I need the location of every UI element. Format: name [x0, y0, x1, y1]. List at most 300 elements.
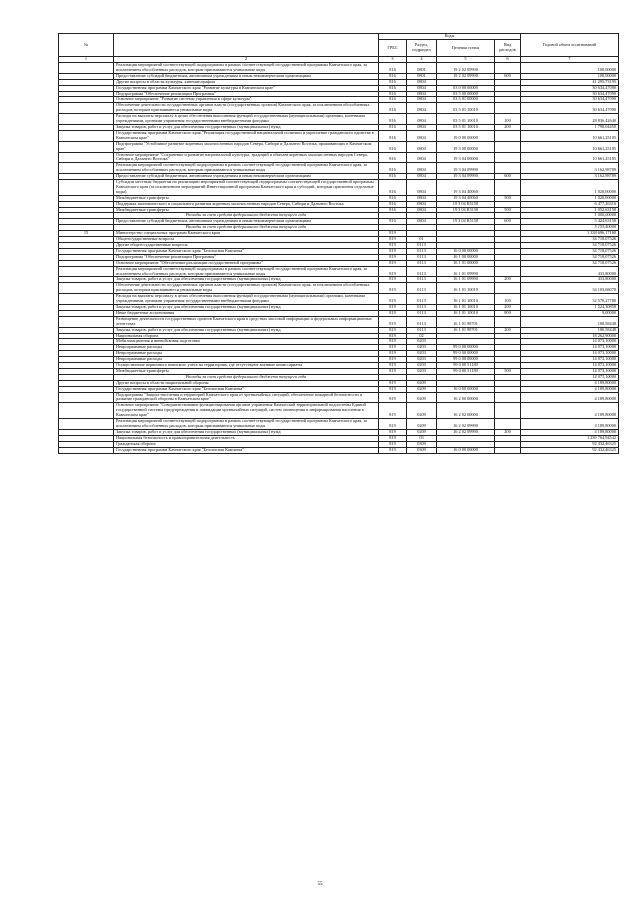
row-amount: 34 718,07526 [521, 254, 619, 260]
row-name: Субсидии местным бюджетам на реализацию мероприятий соответствующей подпрограммы соответствующей государственной программы Камчатского края (за исключением мероприятий Инвестиционной программы Камчатского края и субсидий, которым присвоены отдельные коды) [114, 180, 379, 196]
row-amount: 100,00000 [521, 73, 619, 79]
row-section: 0113 [407, 283, 437, 294]
row-amount: 100,00000 [521, 63, 619, 74]
row-target: 16 1 00 00000 [437, 254, 495, 260]
row-target: 19 3 04 R5150 [437, 219, 495, 225]
row-section: 0804 [407, 141, 437, 152]
row-amount: 30 634,47090 [521, 97, 619, 103]
row-name: Закупка товаров, работ и услуг для обеспечения государственных (муниципальных) нужд [114, 277, 379, 283]
row-name: Государственная программа Камчатского края "Безопасная Камчатка" [114, 447, 379, 453]
row-amount: 34 718,07526 [521, 243, 619, 249]
row-exptype: 500 [495, 207, 521, 213]
row-target: 19 3 04 40060 [437, 195, 495, 201]
row-amount: 1 524,30858 [521, 304, 619, 310]
table-header [59, 34, 619, 63]
row-amount: 14 073,10000 [521, 345, 619, 351]
row-section: 0113 [407, 266, 437, 277]
row-target: 03 5 01 10010 [437, 114, 495, 125]
row-number: 15 [59, 231, 114, 237]
row-name: Реализация мероприятий соответствующей подпрограммы в рамках соответствующей государственной программы Камчатского края, за исключением обособленных расходов, которым присваиваются уникальные коды [114, 63, 379, 74]
row-name: Закупка товаров, работ и услуг для обеспечения государственных (муниципальных) нужд [114, 124, 379, 130]
row-number [59, 294, 114, 305]
row-number [59, 392, 114, 403]
row-amount: 1 000,00000 [521, 213, 619, 219]
row-grbs: 816 [379, 201, 407, 207]
row-section: 0804 [407, 103, 437, 114]
row-name: Закупка товаров, работ и услуг для обеспечения государственных (муниципальных) нужд [114, 304, 379, 310]
row-target: 99 0 00 00000 [437, 357, 495, 363]
row-name: Расходы за счет средств федерального бюджета текущего года [114, 374, 379, 380]
row-name: Государственная программа Камчатского края "Безопасная Камчатка" [114, 386, 379, 392]
row-section: 0804 [407, 180, 437, 196]
row-number [59, 103, 114, 114]
row-grbs: 816 [379, 91, 407, 97]
row-section: 0804 [407, 207, 437, 213]
row-amount: 180,58448 [521, 327, 619, 333]
row-section: 0113 [407, 316, 437, 327]
row-section: 0113 [407, 304, 437, 310]
row-grbs: 819 [379, 260, 407, 266]
header-grbs: ГРБС [379, 40, 407, 57]
row-name: Расходы за счет средств федерального бюджета текущего года [114, 213, 379, 219]
row-grbs: 819 [379, 327, 407, 333]
row-target: 03 5 00 00000 [437, 91, 495, 97]
row-name: Гражданская оборона [114, 441, 379, 447]
row-section: 0113 [407, 327, 437, 333]
row-number [59, 163, 114, 174]
row-target: 16 1 01 10010 [437, 283, 495, 294]
row-amount: 10 661,25105 [521, 141, 619, 152]
row-section: 0113 [407, 243, 437, 249]
row-exptype: 600 [495, 73, 521, 79]
row-amount: 1 020,00000 [521, 180, 619, 196]
table-row [59, 447, 619, 453]
row-grbs: 819 [379, 351, 407, 357]
colnum-2: 2 [114, 57, 379, 63]
row-number [59, 130, 114, 141]
row-amount: 433,80000 [521, 277, 619, 283]
row-grbs: 819 [379, 294, 407, 305]
row-section: 0209 [407, 403, 437, 419]
page-number: 55 [317, 882, 323, 887]
row-number [59, 180, 114, 196]
row-section: 0203 [407, 368, 437, 374]
row-grbs: 816 [379, 103, 407, 114]
row-section: 0801 [407, 73, 437, 79]
row-section: 0804 [407, 114, 437, 125]
row-name: Межбюджетные трансферты [114, 207, 379, 213]
row-section: 0209 [407, 386, 437, 392]
row-amount: 14 073,10000 [521, 339, 619, 345]
row-exptype [495, 419, 521, 430]
row-amount: 4 189,80000 [521, 403, 619, 419]
row-name: Непрограммные расходы [114, 351, 379, 357]
row-grbs: 819 [379, 254, 407, 260]
row-section: 0804 [407, 97, 437, 103]
row-name: Другие вопросы в области национальной обороны [114, 380, 379, 386]
table-row [59, 403, 619, 419]
table-row [59, 392, 619, 403]
row-name: Подпрограмма "Устойчивое развитие коренных малочисленных народов Севера, Сибири и Дальнего Востока, проживающих в Камчатском крае" [114, 141, 379, 152]
row-section: 0203 [407, 339, 437, 345]
row-target: 16 2 02 09990 [437, 429, 495, 435]
row-target: 16 1 01 98701 [437, 327, 495, 333]
row-section: 0209 [407, 429, 437, 435]
row-grbs: 816 [379, 63, 407, 74]
row-grbs: 816 [379, 163, 407, 174]
row-name: Непрограммные расходы [114, 345, 379, 351]
row-grbs: 816 [379, 124, 407, 130]
row-grbs: 816 [379, 79, 407, 85]
row-grbs: 819 [379, 368, 407, 374]
row-exptype: 200 [495, 327, 521, 333]
row-name: Размещение деятельности государственных органов Камчатского края в средствах массовой информации и федеральных информационных агентствах [114, 316, 379, 327]
row-target: 16 1 01 09990 [437, 277, 495, 283]
row-name: Закупка товаров, работ и услуг для обеспечения государственных (муниципальных) нужд [114, 327, 379, 333]
header-no: № [59, 34, 114, 57]
row-section: 0804 [407, 91, 437, 97]
row-number [59, 447, 114, 453]
row-amount: 34 103,68078 [521, 283, 619, 294]
header-codes: Коды [379, 34, 521, 40]
row-target: 19 3 04 09990 [437, 163, 495, 174]
row-section: 03 [407, 435, 437, 441]
row-section: 0209 [407, 419, 437, 430]
row-target: 16 2 00 00000 [437, 392, 495, 403]
table-row [59, 283, 619, 294]
row-target: 19 3 04 09990 [437, 174, 495, 180]
row-grbs: 816 [379, 219, 407, 225]
row-section: 01 [407, 237, 437, 243]
row-target: 03 5 01 10010 [437, 124, 495, 130]
row-number [59, 403, 114, 419]
row-name: Основное мероприятие "Развитие системы управления в сфере культуры" [114, 97, 379, 103]
row-section: 0309 [407, 441, 437, 447]
table-row [59, 163, 619, 174]
row-grbs: 819 [379, 447, 407, 453]
colnum-3: 3 [379, 57, 407, 63]
row-name: Государственная программа Камчатского края "Реализация государственной национальной политики и укрепление гражданского единства в Камчатском крае" [114, 130, 379, 141]
row-amount: 4 189,80000 [521, 419, 619, 430]
row-target: 19 3 00 00000 [437, 141, 495, 152]
row-amount: 32 570,27780 [521, 294, 619, 305]
budget-table [58, 33, 619, 454]
header-amount: Годовой объем ассигнований [521, 34, 619, 57]
row-name: Другие общегосударственные вопросы [114, 243, 379, 249]
row-name: Министерство специальных программ Камчатского края [114, 231, 379, 237]
row-target: 16 1 01 10010 [437, 304, 495, 310]
row-amount: 14 073,10000 [521, 374, 619, 380]
row-grbs: 819 [379, 237, 407, 243]
table-row [59, 130, 619, 141]
row-exptype [495, 180, 521, 196]
row-name: Осуществление первичного воинского учета на территориях, где отсутствуют военные комиссариаты [114, 363, 379, 369]
row-amount: 10 661,25105 [521, 130, 619, 141]
colnum-7: 7 [521, 57, 619, 63]
row-name: Межбюджетные трансферты [114, 195, 379, 201]
row-target: 16 1 01 09990 [437, 266, 495, 277]
row-name: Поддержка экономического и социального развития коренных малочисленных народов Севера, Сибири и Дальнего Востока [114, 201, 379, 207]
row-grbs: 816 [379, 114, 407, 125]
table-row [59, 180, 619, 196]
row-target: 16 1 01 10010 [437, 294, 495, 305]
row-number [59, 316, 114, 327]
row-amount: 3 162,98789 [521, 163, 619, 174]
header-section: Раздел, подраздел [407, 40, 437, 57]
row-exptype [495, 403, 521, 419]
row-section: 0113 [407, 260, 437, 266]
row-grbs: 816 [379, 97, 407, 103]
header-name [114, 34, 379, 57]
row-target: 19 3 04 R5150 [437, 207, 495, 213]
row-name: Расходы за счет средств федерального бюджета текущего года [114, 225, 379, 231]
row-exptype: 600 [495, 219, 521, 225]
row-name: Предоставление субсидий бюджетным, автономным учреждениям и иным некоммерческим организациям [114, 219, 379, 225]
row-name: Национальная безопасность и правоохранительная деятельность [114, 435, 379, 441]
colnum-6: 6 [495, 57, 521, 63]
row-amount: 1 798,04450 [521, 124, 619, 130]
row-exptype: 200 [495, 429, 521, 435]
row-exptype [495, 266, 521, 277]
row-amount: 92 432,46325 [521, 441, 619, 447]
row-grbs: 816 [379, 207, 407, 213]
row-name: Расходы на выплаты персоналу в целях обеспечения выполнения функций государственными (муниципальными) органами, казенными учреждениями, органами управления государственными внебюджетными фондами [114, 114, 379, 125]
row-grbs: 819 [379, 345, 407, 351]
colnum-1: 1 [59, 57, 114, 63]
row-exptype [495, 103, 521, 114]
row-grbs: 816 [379, 152, 407, 163]
row-amount: 9,00000 [521, 310, 619, 316]
row-exptype: 200 [495, 304, 521, 310]
row-name: Реализация мероприятий соответствующей подпрограммы в рамках соответствующей государственной программы Камчатского края, за исключением обособленных расходов, которым присваиваются уникальные коды [114, 163, 379, 174]
row-grbs: 819 [379, 283, 407, 294]
row-amount: 14 073,10000 [521, 363, 619, 369]
row-amount: 5 424,63158 [521, 219, 619, 225]
row-section: 0804 [407, 85, 437, 91]
row-target: 19 0 00 00000 [437, 130, 495, 141]
row-number [59, 283, 114, 294]
row-grbs: 819 [379, 386, 407, 392]
row-exptype [495, 392, 521, 403]
row-name: Основное мероприятие "Совершенствование функционирования органов управления Камчатской территориальной подсистемы Единой государственной системы предупреждения и ликвидации чрезвычайных ситуаций, систем оповещения и информирования населения в Камчатском крае" [114, 403, 379, 419]
row-amount: 28 836,42640 [521, 114, 619, 125]
row-exptype [495, 283, 521, 294]
row-target: 16 0 00 00000 [437, 248, 495, 254]
row-exptype: 100 [495, 294, 521, 305]
row-section: 0113 [407, 254, 437, 260]
row-name: Межбюджетные трансферты [114, 368, 379, 374]
row-target: 16 0 00 00000 [437, 447, 495, 453]
row-number [59, 419, 114, 430]
row-name: Мобилизационная и вневойсковая подготовка [114, 339, 379, 345]
row-grbs: 819 [379, 243, 407, 249]
row-amount: 30 634,47090 [521, 103, 619, 114]
row-section: 0804 [407, 195, 437, 201]
row-section: 0309 [407, 447, 437, 453]
row-target: 16 1 01 10010 [437, 310, 495, 316]
row-grbs: 819 [379, 248, 407, 254]
row-section: 0113 [407, 277, 437, 283]
row-section: 0804 [407, 152, 437, 163]
row-target: 03 0 00 00000 [437, 85, 495, 91]
row-name: Государственная программа Камчатского края "Безопасная Камчатка" [114, 248, 379, 254]
row-amount: 41 295,73195 [521, 79, 619, 85]
row-section: 0804 [407, 219, 437, 225]
row-amount: 6 477,26316 [521, 201, 619, 207]
row-grbs: 819 [379, 339, 407, 345]
row-exptype [495, 130, 521, 141]
row-name: Обеспечение деятельности государственных органов власти (государственных органов) Камчатского края, за исключением обособленных расходов, которым присваиваются уникальные коды [114, 283, 379, 294]
row-exptype: 500 [495, 195, 521, 201]
row-amount: 3 162,98789 [521, 174, 619, 180]
row-grbs: 819 [379, 403, 407, 419]
row-amount: 14 073,10000 [521, 357, 619, 363]
header-exptype: Вид расходов [495, 40, 521, 57]
row-exptype: 800 [495, 310, 521, 316]
row-amount: 4 189,80000 [521, 380, 619, 386]
row-grbs: 816 [379, 141, 407, 152]
row-exptype [495, 63, 521, 74]
row-section: 0113 [407, 248, 437, 254]
row-grbs: 816 [379, 130, 407, 141]
row-exptype: 100 [495, 114, 521, 125]
row-name: Предоставление субсидий бюджетным, автономным учреждениям и иным некоммерческим организациям [114, 174, 379, 180]
row-exptype: 200 [495, 277, 521, 283]
row-amount: 34 718,07526 [521, 260, 619, 266]
row-grbs: 816 [379, 85, 407, 91]
row-name: Реализация мероприятий соответствующей подпрограммы в рамках соответствующей государственной программы Камчатского края, за исключением обособленных расходов, которым присваиваются уникальные коды [114, 266, 379, 277]
row-exptype [495, 447, 521, 453]
row-section: 0804 [407, 201, 437, 207]
row-section: 0801 [407, 63, 437, 74]
row-grbs: 819 [379, 277, 407, 283]
row-exptype: 600 [495, 174, 521, 180]
row-target: 16 1 01 98701 [437, 316, 495, 327]
row-target: 03 5 01 10010 [437, 103, 495, 114]
row-grbs: 819 [379, 316, 407, 327]
row-amount: 4 189,80000 [521, 392, 619, 403]
row-name: Подпрограмма "Защита населения и территорий Камчатского края от чрезвычайных ситуаций, обеспечение пожарной безопасности и развитие гражданской обороны в Камчатском крае" [114, 392, 379, 403]
row-grbs: 819 [379, 357, 407, 363]
row-number [59, 114, 114, 125]
row-name: Реализация мероприятий соответствующей подпрограммы в рамках соответствующей государственной программы Камчатского края, за исключением обособленных расходов, которым присваиваются уникальные коды [114, 419, 379, 430]
row-amount: 92 432,46325 [521, 447, 619, 453]
colnum-4: 4 [407, 57, 437, 63]
row-grbs: 819 [379, 304, 407, 310]
row-amount: 1 338 696,17168 [521, 231, 619, 237]
row-exptype [495, 141, 521, 152]
row-amount: 1 052,63158 [521, 207, 619, 213]
header-target: Целевая статья [437, 40, 495, 57]
row-section: 0203 [407, 345, 437, 351]
row-amount: 30 634,47090 [521, 91, 619, 97]
row-grbs: 819 [379, 419, 407, 430]
row-amount: 14 073,10000 [521, 351, 619, 357]
row-amount: 1 239 764,94542 [521, 435, 619, 441]
row-number [59, 141, 114, 152]
row-section: 0804 [407, 79, 437, 85]
row-exptype [495, 152, 521, 163]
row-section: 0203 [407, 351, 437, 357]
row-target: 16 2 02 09990 [437, 419, 495, 430]
row-name: Подпрограмма "Обеспечение реализации Программы" [114, 254, 379, 260]
table-row [59, 294, 619, 305]
row-section: 0113 [407, 310, 437, 316]
row-name: Общегосударственные вопросы [114, 237, 379, 243]
row-section: 0203 [407, 363, 437, 369]
row-grbs: 816 [379, 195, 407, 201]
row-grbs: 819 [379, 363, 407, 369]
row-grbs: 816 [379, 73, 407, 79]
row-grbs: 819 [379, 435, 407, 441]
row-section: 0209 [407, 392, 437, 403]
row-name: Основное мероприятие "Сохранение и развитие национальной культуры, традиций и обычаев коренных малочисленных народов Севера, Сибири и Дальнего Востока" [114, 152, 379, 163]
row-target: 19 2 02 09990 [437, 63, 495, 74]
row-amount: 34 718,07526 [521, 237, 619, 243]
row-target: 16 1 01 00000 [437, 260, 495, 266]
row-section: 0113 [407, 294, 437, 305]
row-grbs: 816 [379, 180, 407, 196]
row-target: 19 3 04 R5150 [437, 201, 495, 207]
row-section: 0209 [407, 380, 437, 386]
row-exptype: 200 [495, 124, 521, 130]
row-grbs: 819 [379, 333, 407, 339]
budget-document [58, 33, 618, 454]
row-name: Национальная оборона [114, 333, 379, 339]
table-row [59, 63, 619, 74]
row-amount: 180,58448 [521, 316, 619, 327]
table-row [59, 419, 619, 430]
row-target: 19 3 04 40060 [437, 180, 495, 196]
row-amount: 34 718,07526 [521, 248, 619, 254]
row-name: Расходы на выплаты персоналу в целях обеспечения выполнения функций государственными (муниципальными) органами, казенными учреждениями, органами управления государственными внебюджетными фондами [114, 294, 379, 305]
row-target: 16 0 00 00000 [437, 386, 495, 392]
row-grbs: 819 [379, 231, 407, 237]
row-amount: 14 073,10000 [521, 368, 619, 374]
row-grbs: 819 [379, 266, 407, 277]
row-target: 99 0 00 00000 [437, 345, 495, 351]
row-grbs: 816 [379, 174, 407, 180]
row-amount: 5 153,40000 [521, 225, 619, 231]
row-target: 99 0 00 51180 [437, 363, 495, 369]
row-section: 02 [407, 333, 437, 339]
row-amount: 1 020,00000 [521, 195, 619, 201]
table-row [59, 266, 619, 277]
colnum-5: 5 [437, 57, 495, 63]
row-amount: 4 189,80000 [521, 386, 619, 392]
row-section: 0203 [407, 357, 437, 363]
row-target: 99 0 00 51180 [437, 368, 495, 374]
row-grbs: 819 [379, 441, 407, 447]
row-name: Обеспечение деятельности государственных органов власти (государственных органов) Камчатского края, за исключением обособленных расходов, которым присваиваются уникальные коды [114, 103, 379, 114]
table-row [59, 114, 619, 125]
row-name: Закупка товаров, работ и услуг для обеспечения государственных (муниципальных) нужд [114, 429, 379, 435]
row-target: 03 5 01 00000 [437, 97, 495, 103]
row-grbs: 819 [379, 392, 407, 403]
row-exptype [495, 163, 521, 174]
row-name: Предоставление субсидий бюджетным, автономным учреждениям и иным некоммерческим организациям [114, 73, 379, 79]
row-section: 0804 [407, 124, 437, 130]
row-target: 19 3 04 00000 [437, 152, 495, 163]
row-target: 16 2 02 00000 [437, 403, 495, 419]
row-name: Основное мероприятие "Обеспечение реализации государственной программы" [114, 260, 379, 266]
row-name: Иные бюджетные ассигнования [114, 310, 379, 316]
table-row [59, 141, 619, 152]
row-section: 0804 [407, 174, 437, 180]
row-grbs: 819 [379, 310, 407, 316]
row-exptype [495, 316, 521, 327]
row-amount: 433,80000 [521, 266, 619, 277]
